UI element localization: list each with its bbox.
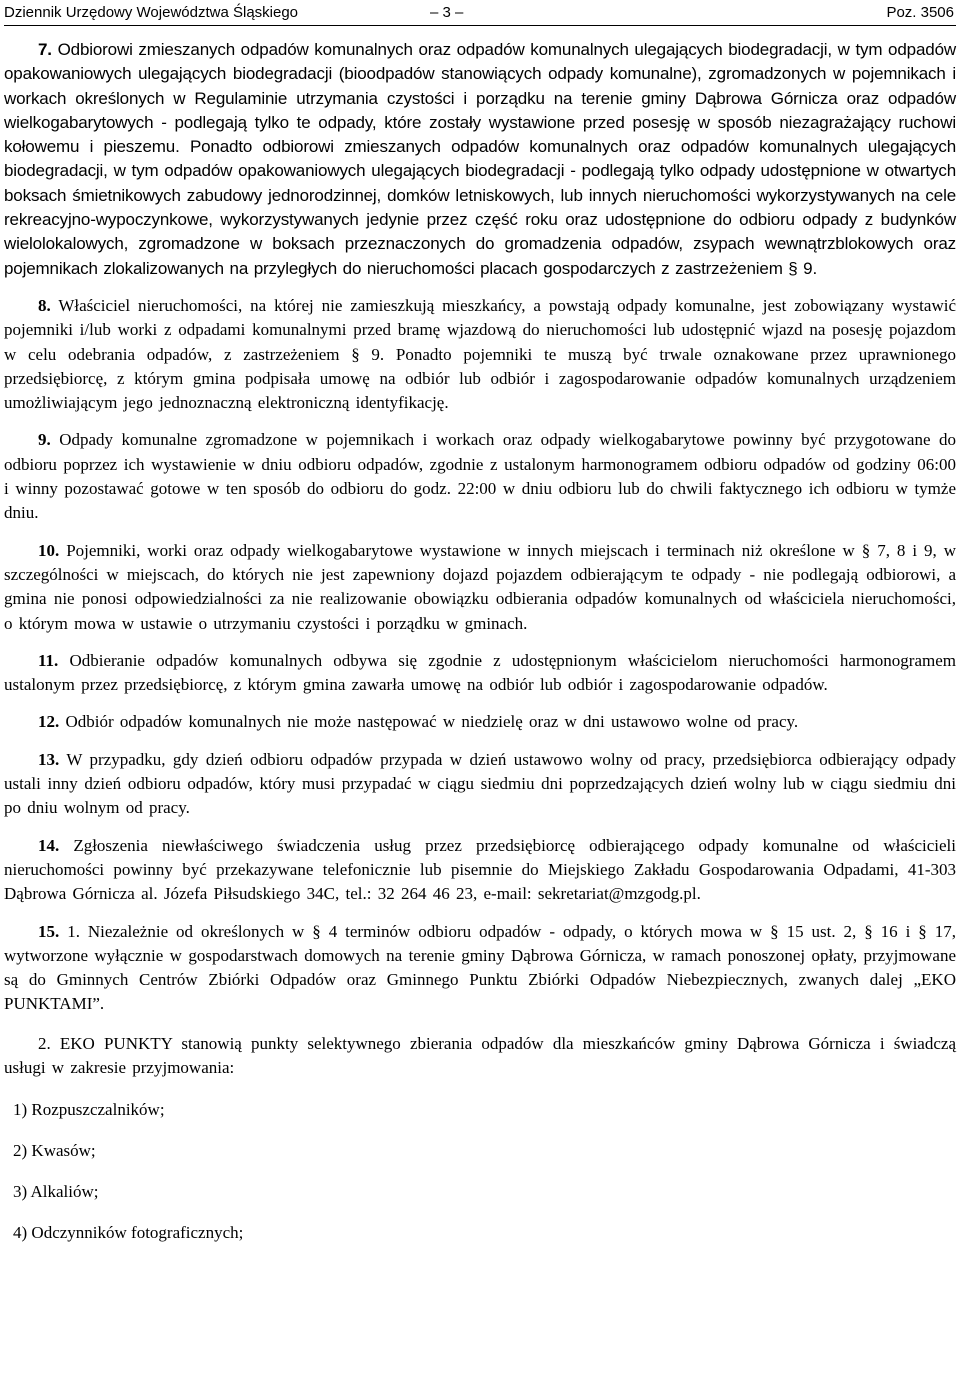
section-number: 10.	[38, 540, 60, 560]
section-text-continued: Ponadto odbiorowi zmieszanych odpadów komunalnych oraz odpadów komunalnych ulegających biodegradacji, w tym odpadów opakowaniowych ulegających biodegradacji - podlegają tylko odpady udostępnione w otwartych boksach śmietnikowych zabudowy jednorodzinnej, domków letniskowych, lub innych nieruchomości wykorzystywanych na cele rekreacyjno-wypoczynkowe, wykorzystywanych jedynie przez część roku oraz udostępnione do odbioru odpady z budynków wielolokalowych, zgromadzone w boksach przeznaczonych do gromadzenia odpadów, zsypach wewnątrzblokowych oraz pojemnikach zlokalizowanych na przyległych do nieruchomości placach gospodarczych z zastrzeżeniem § 9.	[4, 137, 956, 278]
section-number: 12.	[38, 712, 60, 732]
section-text: Odbiór odpadów komunalnych nie może następować w niedzielę oraz w dni ustawowo wolne od pracy.	[65, 712, 799, 732]
section-text: Odbieranie odpadów komunalnych odbywa się zgodnie z udostępnionym właścicielom nieruchomości harmonogramem ustalonym przez przedsiębiorcę, z którym gmina zawarła umowę na odbiór lub odbiór i zagospodarowanie odpadów.	[4, 650, 956, 695]
section-15-point-2: 2. EKO PUNKTY stanowią punkty selektywnego zbierania odpadów dla mieszkańców gminy Dąbrowa Górnicza i świadczą usługi w zakresie przyjmowania:	[4, 1033, 956, 1077]
section-number: 8.	[38, 295, 51, 315]
section-7	[4, 38, 956, 281]
list-item: 3) Alkaliów;	[13, 1182, 99, 1202]
section-11	[4, 649, 956, 698]
list-item: 1) Rozpuszczalników;	[13, 1100, 165, 1120]
page-header	[4, 4, 954, 24]
journal-title: Dziennik Urzędowy Województwa Śląskiego	[4, 4, 299, 21]
section-text: Pojemniki, worki oraz odpady wielkogabarytowe wystawione w innych miejscach i terminach niż określone w § 7, 8 i 9, w szczególności w miejscach, do których nie jest zapewniony dojazd pojazdem odbierającym te odpady - nie podlegają odbiorowi, a gmina nie ponosi odpowiedzialności za nie realizowanie obowiązku odbierania odpadów komunalnych od właściciela nieruchomości, o którym mowa w ustawie o utrzymaniu czystości i porządku w gminach.	[4, 540, 956, 633]
list-item: 2) Kwasów;	[13, 1141, 96, 1161]
section-point-1: 1. Niezależnie od określonych w § 4 terminów odbioru odpadów - odpady, o których mowa w § 15 ust. 2, § 16 i § 17, wytworzone wyłącznie w gospodarstwach domowych na terenie gminy Dąbrowa Górnicza, w ramach ponoszonej opłaty, przyjmowane są do Gminnych Centrów Zbiórki Odpadów oraz Gminnego Punktu Zbiórki Odpadów Niebezpiecznych, zwanych dalej „EKO PUNKTAMI”.	[4, 921, 956, 1014]
section-text: Właściciel nieruchomości, na której nie zamieszkują mieszkańcy, a powstają odpady komunalne, jest zobowiązany wystawić pojemniki i/lub worki z odpadami komunalnymi przed bramę wjazdową do nieruchomości lub udostępnić wjazd na posesję pojazdom w celu odebrania odpadów, z zastrzeżeniem § 9. Ponadto pojemniki te muszą być trwale oznakowane przez uprawnionego przedsiębiorcę, z którym gmina podpisała umowę na odbiór lub odbiór i zagospodarowanie odpadów komunalnych urządzeniem umożliwiającym jego jednoznaczną elektroniczną identyfikację.	[4, 295, 956, 413]
section-13	[4, 748, 956, 821]
section-12	[4, 710, 956, 734]
section-text: Odbiorowi zmieszanych odpadów komunalnych oraz odpadów komunalnych ulegających biodegradacji, w tym odpadów opakowaniowych ulegających biodegradacji (bioodpadów stanowiących odpady komunalne), zgromadzonych w pojemnikach i workach określonych w Regulaminie utrzymania czystości i porządku na terenie gminy Dąbrowa Górnicza oraz odpadów wielkogabarytowych - podlegają tylko te odpady, które zostały wystawione przed posesję w sposób niezagrażający ruchowi kołowemu i pieszemu.	[4, 40, 956, 157]
section-number: 9.	[38, 430, 51, 450]
section-number: 14.	[38, 835, 60, 855]
section-text: Odpady komunalne zgromadzone w pojemnikach i workach oraz odpady wielkogabarytowe powinny być przygotowane do odbioru poprzez ich wystawienie w dniu odbioru odpadów, zgodnie z ustalonym harmonogramem odbioru odpadów od godziny 06:00 i winny pozostawać gotowe w ten sposób do odbioru do godz. 22:00 w dniu odbioru lub do chwili faktycznego ich odbioru w tymże dniu.	[4, 430, 956, 523]
section-9	[4, 428, 956, 525]
section-number: 15.	[38, 921, 60, 941]
section-text: W przypadku, gdy dzień odbioru odpadów przypada w dzień ustawowo wolny od pracy, przedsiębiorca odbierający odpady ustali inny dzień odbioru odpadów, który musi przypadać w ciągu siedmiu dni poprzedzających dzień wolny lub w ciągu siedmiu dni po dniu wolnym od pracy.	[4, 749, 956, 818]
position-number: Poz. 3506	[886, 4, 954, 21]
header-rule	[4, 25, 956, 26]
section-number: 11.	[38, 650, 59, 670]
section-8	[4, 294, 956, 415]
section-number: 13.	[38, 749, 60, 769]
document-body	[4, 38, 956, 1245]
page-number: – 3 –	[430, 4, 464, 21]
section-number: 7.	[38, 40, 52, 59]
section-10	[4, 539, 956, 636]
list-item: 4) Odczynników fotograficznych;	[13, 1223, 244, 1243]
section-14	[4, 834, 956, 907]
section-15	[4, 920, 956, 1017]
section-text: Zgłoszenia niewłaściwego świadczenia usług przez przedsiębiorcę odbierającego odpady komunalne od właścicieli nieruchomości powinny być przekazywane telefonicznie lub pisemnie do Miejskiego Zakładu Gospodarowania Odpadami, 41-303 Dąbrowa Górnicza al. Józefa Piłsudskiego 34C, tel.: 32 264 46 23, e-mail: sekretariat@mzgodg.pl.	[4, 835, 957, 904]
